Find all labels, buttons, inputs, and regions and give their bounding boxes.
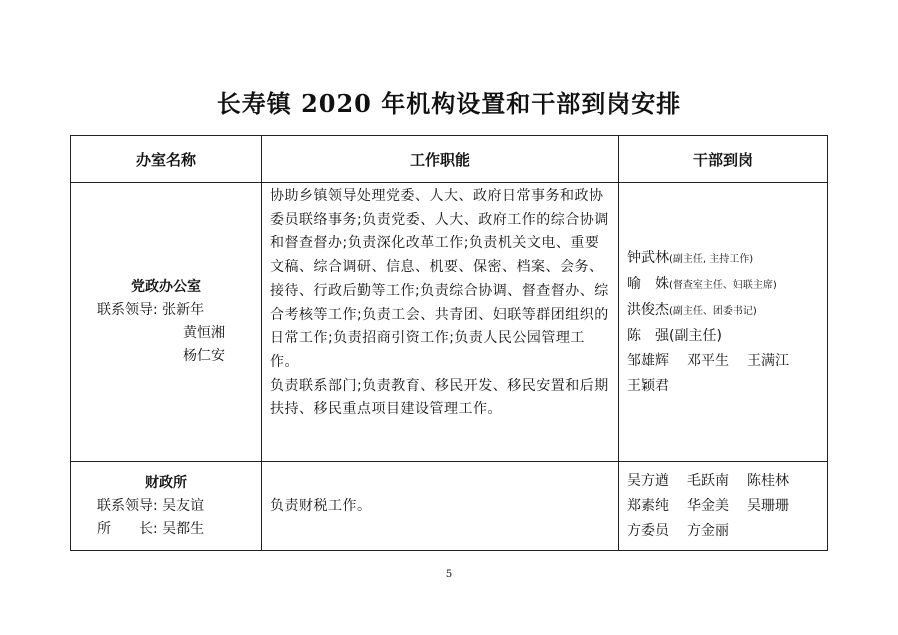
table-row xyxy=(71,462,828,551)
staff-line xyxy=(627,272,827,298)
contact-label: 联系领导: xyxy=(97,497,158,514)
office-cell xyxy=(71,462,262,551)
header-duties: 工作职能 xyxy=(262,136,619,183)
contact-line xyxy=(97,495,261,518)
page-number: 5 xyxy=(445,569,453,580)
director-name: 吴都生 xyxy=(162,520,205,537)
staff-line xyxy=(627,246,827,272)
staff-note: (督查室主任、妇联主席) xyxy=(669,279,777,291)
office-name: 党政办公室 xyxy=(131,279,201,295)
staff-name: 方委员 xyxy=(627,522,669,539)
staff-name: 吴方遒 xyxy=(627,472,669,489)
header-staff: 干部到岗 xyxy=(619,136,828,183)
duties-cell xyxy=(262,462,619,551)
header-office: 办室名称 xyxy=(71,136,262,183)
office-cell xyxy=(71,183,262,462)
staff-name: 邓平生 xyxy=(687,352,729,369)
staff-name: 王满江 xyxy=(747,352,789,369)
contact-name: 吴友谊 xyxy=(162,497,205,514)
duties-cell xyxy=(262,183,619,462)
staff-name: 陈 强 xyxy=(627,327,669,344)
contact-line xyxy=(97,299,261,322)
office-name: 财政所 xyxy=(145,474,187,491)
staff-line xyxy=(627,519,827,544)
page-title: 长寿镇 2020 年机构设置和干部到岗安排 xyxy=(216,89,682,118)
staff-name: 陈桂林 xyxy=(747,472,789,489)
contact-name: 张新年 xyxy=(162,302,205,318)
staff-note: (副主任、团委书记) xyxy=(669,305,757,317)
org-table xyxy=(70,135,828,551)
staff-line xyxy=(627,374,827,399)
staff-line xyxy=(627,349,827,374)
staff-line xyxy=(627,324,827,349)
table-row xyxy=(71,183,828,462)
duties-text: 协助乡镇领导处理党委、人大、政府日常事务和政协委员联络事务;负责党委、人大、政府工作的综合协调和督查督办;负责深化改革工作;负责机关文电、重要文稿、综合调研、信息、机要、保密、档案、会务、接待、行政后勤等工作;负责综合协调、督查督办、综合考核等工作;负责工会、共青团、妇联等群团组织的日常工作;负责招商引资工作;负责人民公园管理工作。 xyxy=(270,188,609,370)
contact-name: 黄恒湘 xyxy=(183,325,225,341)
staff-name: 华金美 xyxy=(687,497,729,514)
director-line xyxy=(97,518,261,541)
duties-text: 负责财税工作。 xyxy=(270,498,372,515)
staff-cell xyxy=(619,462,828,551)
staff-name: 吴珊珊 xyxy=(747,497,789,514)
staff-cell xyxy=(619,183,828,462)
staff-note: (副主任) xyxy=(669,327,722,344)
director-label: 所 长: xyxy=(97,520,158,537)
staff-name: 王颖君 xyxy=(627,377,669,394)
staff-name: 邹雄辉 xyxy=(627,352,669,369)
contact-label: 联系领导: xyxy=(97,302,158,318)
contact-name: 杨仁安 xyxy=(183,348,225,364)
duties-text: 负责联系部门;负责教育、移民开发、移民安置和后期扶持、移民重点项目建设管理工作。 xyxy=(270,377,609,418)
staff-line xyxy=(627,494,827,519)
staff-name: 毛跃南 xyxy=(687,472,729,489)
staff-note: (副主任, 主持工作) xyxy=(669,253,754,265)
staff-name: 郑素纯 xyxy=(627,497,669,514)
staff-name: 洪俊杰 xyxy=(627,301,669,318)
staff-name: 方金丽 xyxy=(687,522,729,539)
staff-line xyxy=(627,298,827,324)
staff-line xyxy=(627,469,827,494)
staff-name: 钟武林 xyxy=(627,249,669,266)
table-header-row xyxy=(71,136,828,183)
staff-name: 喻 姝 xyxy=(627,275,669,292)
